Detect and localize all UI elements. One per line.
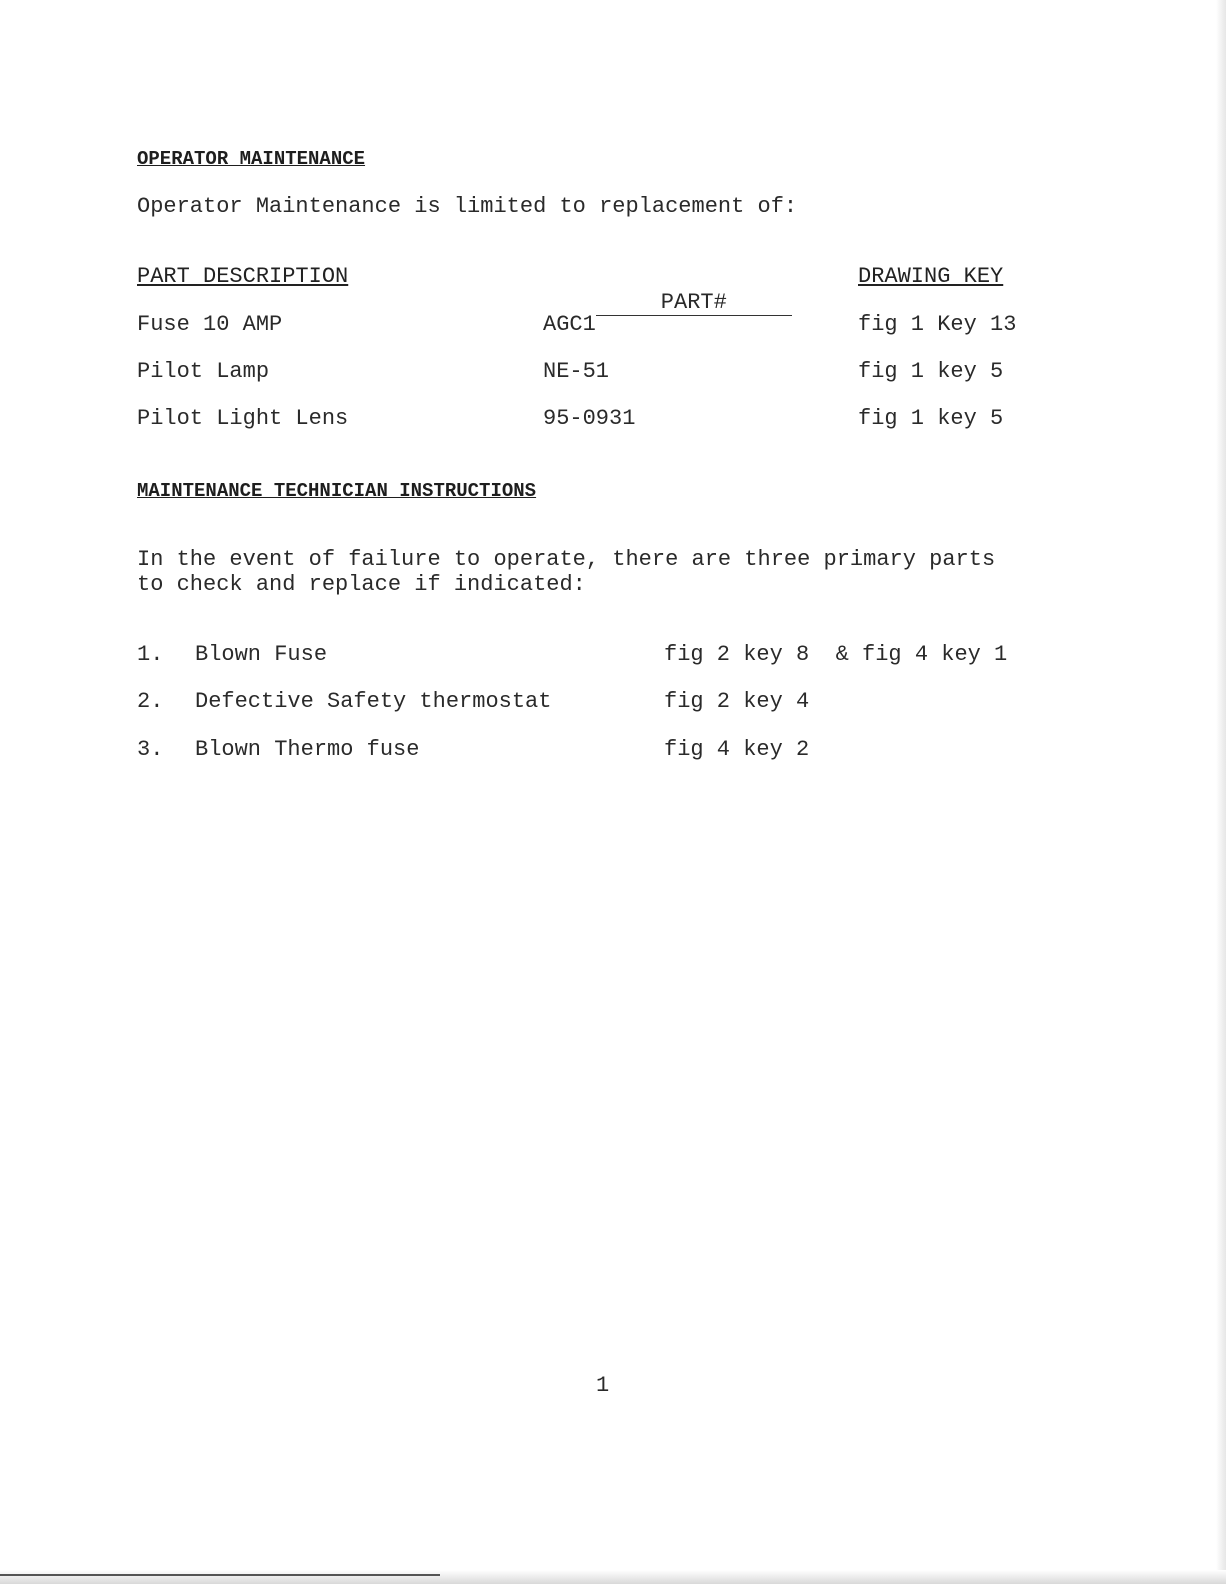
list-item-label: Blown Thermo fuse: [195, 737, 420, 762]
part-description-cell: Fuse 10 AMP: [137, 312, 283, 337]
technician-intro-line-1: In the event of failure to operate, there are three primary parts: [137, 547, 996, 572]
part-number-cell: AGC1: [543, 312, 596, 337]
technician-instructions-heading: MAINTENANCE TECHNICIAN INSTRUCTIONS: [137, 480, 537, 502]
part-number-cell: NE-51: [543, 359, 610, 384]
part-description-cell: Pilot Lamp: [137, 359, 270, 384]
list-item-number: 1.: [137, 642, 164, 667]
technician-intro-line-2: to check and replace if indicated:: [137, 572, 586, 597]
drawing-key-cell: fig 1 key 5: [858, 359, 1004, 384]
scan-line-bottom: [0, 1574, 440, 1576]
list-item-reference: fig 2 key 8 & fig 4 key 1: [664, 642, 1008, 667]
column-header-part-description: PART DESCRIPTION: [137, 264, 349, 289]
operator-maintenance-intro: Operator Maintenance is limited to replacement of:: [137, 194, 798, 219]
part-number-cell: 95-0931: [543, 406, 636, 431]
list-item-number: 3.: [137, 737, 164, 762]
scan-edge-bottom: [0, 1570, 1226, 1584]
drawing-key-cell: fig 1 key 5: [858, 406, 1004, 431]
list-item-reference: fig 4 key 2: [664, 737, 810, 762]
list-item-label: Blown Fuse: [195, 642, 328, 667]
column-header-part-number-label: PART#: [596, 291, 792, 316]
list-item-reference: fig 2 key 4: [664, 689, 810, 714]
list-item-label: Defective Safety thermostat: [195, 689, 552, 714]
part-description-cell: Pilot Light Lens: [137, 406, 349, 431]
drawing-key-cell: fig 1 Key 13: [858, 312, 1017, 337]
column-header-drawing-key: DRAWING KEY: [858, 264, 1004, 289]
operator-maintenance-heading: OPERATOR MAINTENANCE: [137, 148, 366, 170]
list-item-number: 2.: [137, 689, 164, 714]
scan-edge-right: [1216, 0, 1226, 1584]
page-number: 1: [596, 1373, 610, 1398]
